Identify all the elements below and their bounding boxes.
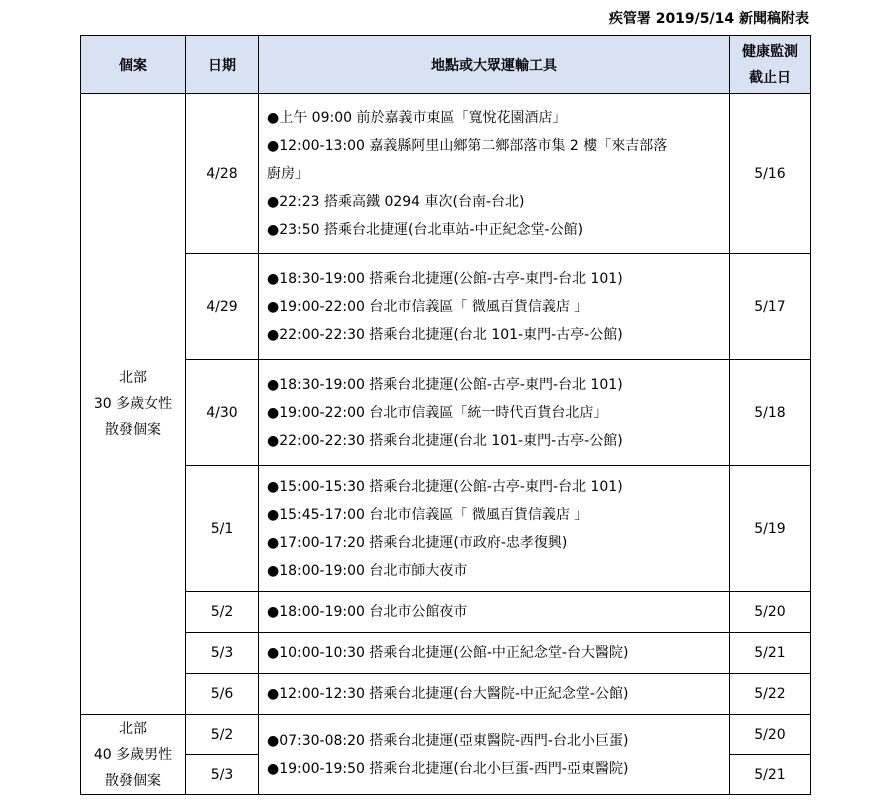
- table-row: [81, 674, 811, 715]
- location-line: ●上午 09:00 前於嘉義市東區「寬悅花園酒店」: [267, 109, 567, 126]
- location-line: 廚房」: [267, 165, 309, 182]
- monitor-end-cell: 5/16: [730, 94, 811, 254]
- header-monitor-end: [730, 36, 811, 94]
- monitor-end-cell: 5/20: [730, 592, 811, 633]
- date-cell: 4/28: [186, 94, 259, 254]
- location-line: ●18:30-19:00 搭乘台北捷運(公館-古亭-東門-台北 101): [267, 270, 623, 287]
- location-line: ●18:00-19:00 台北市公館夜市: [267, 604, 468, 620]
- location-cell: [259, 360, 730, 466]
- date-cell: 5/1: [186, 466, 259, 592]
- header-monitor-line1: 健康監測: [742, 43, 798, 60]
- location-line: ●10:00-10:30 搭乘台北捷運(公館-中正紀念堂-台大醫院): [267, 645, 629, 661]
- location-line: ●19:00-19:50 搭乘台北捷運(台北小巨蛋-西門-亞東醫院): [267, 760, 629, 777]
- location-cell: [259, 715, 730, 795]
- location-line: ●19:00-22:00 台北市信義區「 微風百貨信義店 」: [267, 298, 589, 315]
- location-line: ●18:30-19:00 搭乘台北捷運(公館-古亭-東門-台北 101): [267, 376, 623, 393]
- location-line: ●15:45-17:00 台北市信義區「 微風百貨信義店 」: [267, 506, 589, 523]
- location-cell: [259, 466, 730, 592]
- header-row: [81, 36, 811, 94]
- location-line: ●18:00-19:00 台北市師大夜市: [267, 562, 468, 579]
- case-cell: [81, 94, 186, 715]
- location-line: ●12:00-12:30 搭乘台北捷運(台大醫院-中正紀念堂-公館): [267, 686, 629, 702]
- header-case: 個案: [81, 36, 186, 94]
- case-label-line: 40 多歲男性: [93, 746, 173, 763]
- case-label-line: 北部: [119, 370, 147, 386]
- date-cell: 5/3: [186, 755, 259, 795]
- monitor-end-cell: 5/17: [730, 254, 811, 360]
- monitor-end-cell: 5/20: [730, 715, 811, 755]
- date-cell: 4/30: [186, 360, 259, 466]
- date-cell: 5/6: [186, 674, 259, 715]
- location-line: ●07:30-08:20 搭乘台北捷運(亞東醫院-西門-台北小巨蛋): [267, 732, 629, 749]
- location-line: ●15:00-15:30 搭乘台北捷運(公館-古亭-東門-台北 101): [267, 478, 623, 495]
- exposure-schedule-table: [80, 35, 811, 795]
- case-cell: [81, 715, 186, 795]
- location-cell: [259, 674, 730, 715]
- header-date: 日期: [186, 36, 259, 94]
- monitor-end-cell: 5/18: [730, 360, 811, 466]
- date-cell: 5/2: [186, 715, 259, 755]
- location-line: ●17:00-17:20 搭乘台北捷運(市政府-忠孝復興): [267, 534, 568, 551]
- header-monitor-line2: 截止日: [749, 69, 791, 86]
- table-row: [81, 633, 811, 674]
- location-line: ●19:00-22:00 台北市信義區「統一時代百貨台北店」: [267, 404, 608, 421]
- location-line: ●12:00-13:00 嘉義縣阿里山鄉第二鄉部落市集 2 樓「來吉部落: [267, 137, 668, 154]
- location-cell: [259, 94, 730, 254]
- location-cell: [259, 592, 730, 633]
- case-label-line: 散發個案: [105, 772, 161, 789]
- case-label-line: 30 多歲女性: [93, 396, 173, 412]
- table-row: [81, 254, 811, 360]
- location-cell: [259, 254, 730, 360]
- date-cell: 4/29: [186, 254, 259, 360]
- monitor-end-cell: 5/21: [730, 755, 811, 795]
- location-line: ●22:23 搭乘高鐵 0294 車次(台南-台北): [267, 193, 525, 210]
- date-cell: 5/2: [186, 592, 259, 633]
- location-line: ●22:00-22:30 搭乘台北捷運(台北 101-東門-古亭-公館): [267, 326, 623, 343]
- monitor-end-cell: 5/22: [730, 674, 811, 715]
- table-row: [81, 360, 811, 466]
- case-label-line: 散發個案: [105, 422, 161, 438]
- header-location: 地點或大眾運輸工具: [259, 36, 730, 94]
- table-row: [81, 466, 811, 592]
- location-line: ●23:50 搭乘台北捷運(台北車站-中正紀念堂-公館): [267, 221, 584, 238]
- table-caption: 疾管署 2019/5/14 新聞稿附表: [608, 11, 809, 27]
- monitor-end-cell: 5/19: [730, 466, 811, 592]
- date-cell: 5/3: [186, 633, 259, 674]
- location-cell: [259, 633, 730, 674]
- monitor-end-cell: 5/21: [730, 633, 811, 674]
- table-row: [81, 715, 811, 755]
- table-row: [81, 592, 811, 633]
- table-row: [81, 94, 811, 254]
- location-line: ●22:00-22:30 搭乘台北捷運(台北 101-東門-古亭-公館): [267, 432, 623, 449]
- case-label-line: 北部: [119, 720, 147, 737]
